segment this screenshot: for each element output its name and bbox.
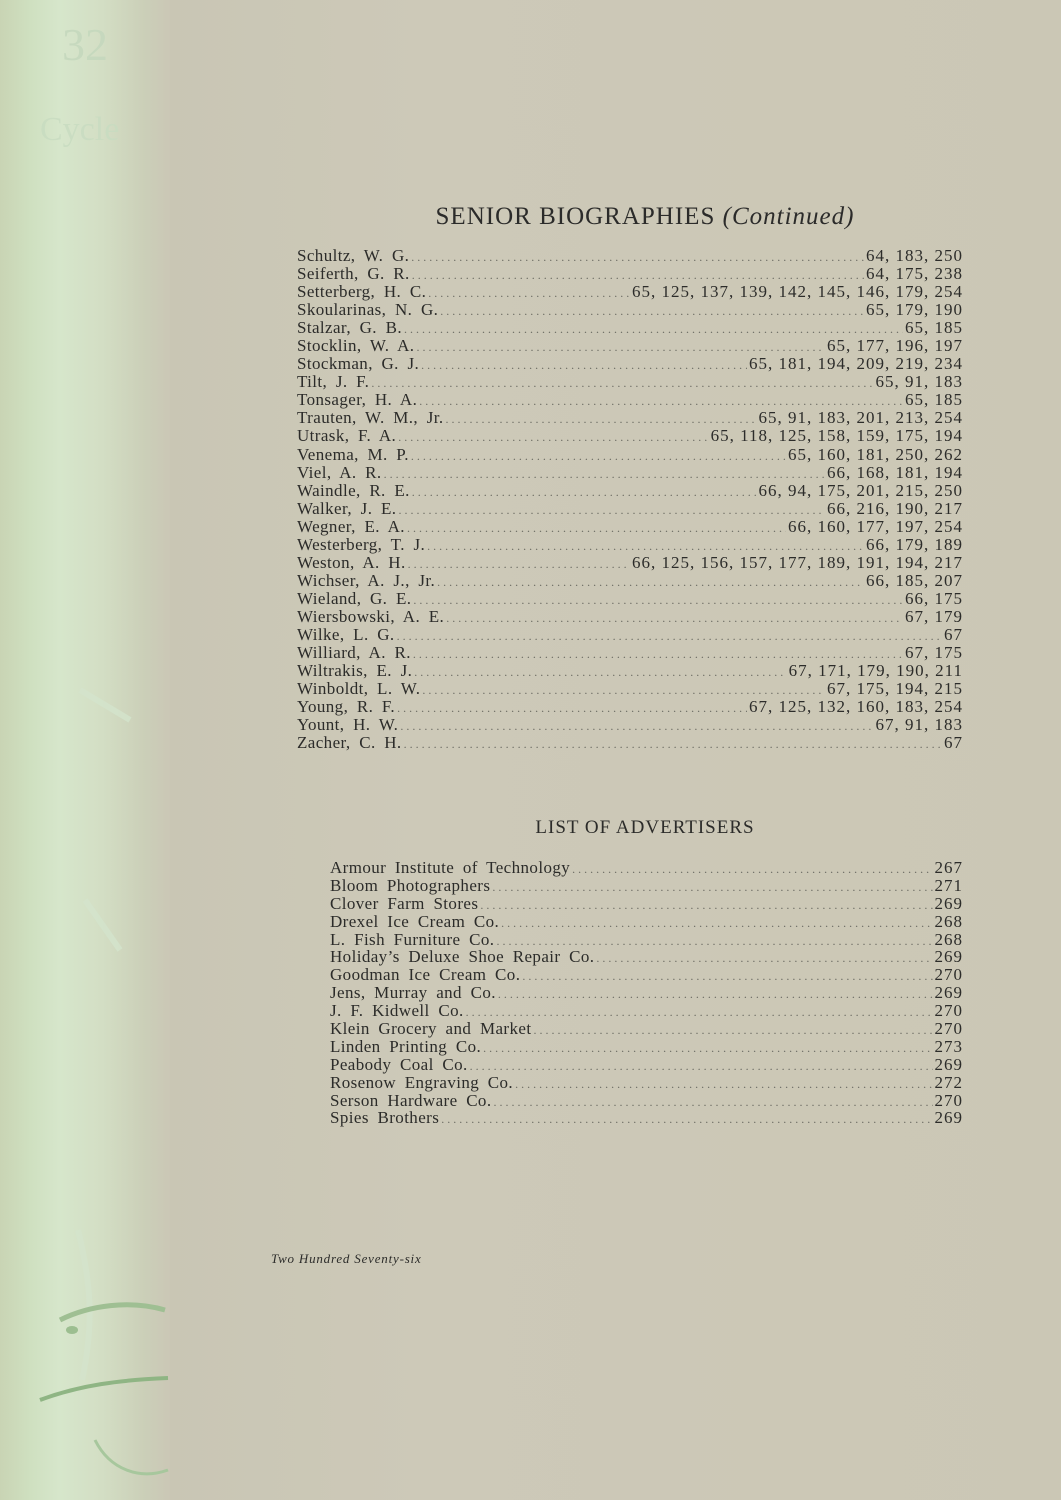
biography-row-pages: 65, 91, 183, 201, 213, 254 <box>758 408 963 428</box>
biography-row-pages: 65, 177, 196, 197 <box>827 336 963 356</box>
advertiser-row <box>330 966 963 984</box>
biography-row-pages: 65, 179, 190 <box>866 300 963 320</box>
advertiser-row-pages: 269 <box>934 1054 963 1074</box>
dot-leader <box>428 284 630 302</box>
biography-row-pages: 65, 125, 137, 139, 142, 145, 146, 179, 254 <box>632 282 963 302</box>
dot-leader <box>437 573 864 591</box>
biography-row-name: Williard, A. R. <box>297 643 411 663</box>
dot-leader <box>408 555 630 573</box>
biography-row-name: Wieland, G. E. <box>297 588 412 608</box>
margin-number: 32 <box>62 19 108 70</box>
advertiser-row-name: Bloom Photographers <box>330 875 491 895</box>
biography-row-name: Winboldt, L. W. <box>297 679 421 699</box>
biography-row-pages: 66, 168, 181, 194 <box>827 462 963 482</box>
biography-row <box>297 247 963 265</box>
dot-leader <box>412 483 757 501</box>
biography-row-name: Tilt, J. F. <box>297 372 370 392</box>
dot-leader <box>414 663 786 681</box>
biography-row-pages: 64, 175, 238 <box>866 264 963 284</box>
advertiser-row <box>330 1020 963 1038</box>
biography-row <box>297 355 963 373</box>
biography-row-pages: 65, 181, 194, 209, 219, 234 <box>749 354 963 374</box>
biography-row <box>297 554 963 572</box>
biography-row <box>297 427 963 445</box>
biography-row-name: Waindle, R. E. <box>297 480 410 500</box>
margin-strokes <box>78 690 130 1380</box>
advertiser-row-pages: 270 <box>934 1019 963 1039</box>
biography-row <box>297 373 963 391</box>
biography-row-pages: 67 <box>944 624 963 644</box>
advertiser-row-name: Spies Brothers <box>330 1108 440 1128</box>
biography-row-name: Wiltrakis, E. J. <box>297 661 413 681</box>
biography-row <box>297 446 963 464</box>
advertiser-row-pages: 272 <box>934 1072 963 1092</box>
dot-leader <box>501 914 932 932</box>
advertiser-row <box>330 984 963 1002</box>
biography-row-pages: 66, 179, 189 <box>866 534 963 554</box>
biography-row-name: Westerberg, T. J. <box>297 534 426 554</box>
biography-row-pages: 67 <box>944 733 963 753</box>
biography-row-name: Yount, H. W. <box>297 715 399 735</box>
biography-row-pages: 66, 185, 207 <box>866 570 963 590</box>
biography-row-pages: 66, 94, 175, 201, 215, 250 <box>758 480 963 500</box>
biography-row-name: Stockman, G. J. <box>297 354 420 374</box>
page-title <box>300 203 990 231</box>
biography-row <box>297 608 963 626</box>
biography-row-name: Walker, J. E. <box>297 498 397 518</box>
biography-row-pages: 67, 125, 132, 160, 183, 254 <box>749 697 963 717</box>
dot-leader <box>522 967 932 985</box>
biography-row <box>297 644 963 662</box>
margin-green-curve-lower <box>40 1378 168 1400</box>
dot-leader <box>480 896 932 914</box>
biography-row-pages: 67, 91, 183 <box>875 715 963 735</box>
dot-leader <box>404 735 942 753</box>
biography-row-pages: 67, 171, 179, 190, 211 <box>788 661 963 681</box>
advertiser-row <box>330 1038 963 1056</box>
dot-leader <box>397 699 747 717</box>
dot-leader <box>470 1057 933 1075</box>
biography-row-name: Stalzar, G. B. <box>297 318 402 338</box>
dot-leader <box>411 248 864 266</box>
margin-green-curve-bottom <box>95 1440 168 1474</box>
margin-green-dot <box>66 1326 78 1334</box>
advertiser-row <box>330 931 963 949</box>
advertiser-row-name: L. Fish Furniture Co. <box>330 929 495 949</box>
biography-row-pages: 65, 185 <box>905 318 963 338</box>
advertiser-row-name: Linden Printing Co. <box>330 1036 482 1056</box>
dot-leader <box>446 410 757 428</box>
advertiser-row <box>330 859 963 877</box>
advertiser-row-pages: 269 <box>934 983 963 1003</box>
biography-row-name: Stocklin, W. A. <box>297 336 415 356</box>
advertiser-row-pages: 270 <box>934 1090 963 1110</box>
biography-row-pages: 66, 175 <box>905 588 963 608</box>
biography-row-name: Wiersbowski, A. E. <box>297 606 445 626</box>
dot-leader <box>398 501 825 519</box>
dot-leader <box>572 860 932 878</box>
dot-leader <box>466 1003 933 1021</box>
biography-row <box>297 301 963 319</box>
dot-leader <box>384 465 825 483</box>
biography-row-name: Schultz, W. G. <box>297 246 410 265</box>
biography-row-pages: 65, 118, 125, 158, 159, 175, 194 <box>710 426 963 446</box>
biography-row-pages: 67, 175 <box>905 643 963 663</box>
biography-row-name: Wegner, E. A. <box>297 516 405 536</box>
biography-row <box>297 572 963 590</box>
biography-row <box>297 391 963 409</box>
dot-leader <box>446 609 903 627</box>
biography-row-pages: 66, 125, 156, 157, 177, 189, 191, 194, 217 <box>632 552 963 572</box>
dot-leader <box>398 428 708 446</box>
dot-leader <box>440 302 864 320</box>
biography-row-pages: 66, 160, 177, 197, 254 <box>788 516 963 536</box>
biography-row <box>297 734 963 752</box>
advertiser-row <box>330 1109 963 1127</box>
biography-row-name: Wichser, A. J., Jr. <box>297 570 436 590</box>
biography-row-pages: 65, 160, 181, 250, 262 <box>788 444 963 464</box>
biography-row-pages: 66, 216, 190, 217 <box>827 498 963 518</box>
biography-row-name: Young, R. F. <box>297 697 396 717</box>
biography-row-name: Utrask, F. A. <box>297 426 397 446</box>
biography-row-name: Viel, A. R. <box>297 462 382 482</box>
biography-row <box>297 283 963 301</box>
dot-leader <box>483 1039 932 1057</box>
biography-row <box>297 500 963 518</box>
margin-green-curve <box>60 1305 165 1320</box>
advertiser-row-pages: 271 <box>934 875 963 895</box>
advertiser-row-name: Jens, Murray and Co. <box>330 983 496 1003</box>
biography-row-name: Tonsager, H. A. <box>297 390 418 410</box>
advertiser-row <box>330 913 963 931</box>
advertiser-row <box>330 1092 963 1110</box>
biography-row-name: Trauten, W. M., Jr. <box>297 408 444 428</box>
advertiser-row <box>330 877 963 895</box>
dot-leader <box>492 878 932 896</box>
dot-leader <box>493 1093 932 1111</box>
biography-row <box>297 319 963 337</box>
biography-row-pages: 65, 185 <box>905 390 963 410</box>
dot-leader <box>411 447 786 465</box>
advertiser-row-pages: 268 <box>934 929 963 949</box>
senior-biographies-list <box>297 247 963 752</box>
advertiser-row-pages: 269 <box>934 1108 963 1128</box>
advertiser-row-name: Holiday’s Deluxe Shoe Repair Co. <box>330 947 595 967</box>
advertiser-row-name: Peabody Coal Co. <box>330 1054 468 1074</box>
page-footer: Two Hundred Seventy-six <box>271 1251 422 1266</box>
dot-leader <box>407 519 786 537</box>
advertiser-row-pages: 273 <box>934 1036 963 1056</box>
advertiser-row-name: Klein Grocery and Market <box>330 1019 532 1039</box>
biography-row-name: Zacher, C. H. <box>297 733 402 753</box>
biography-row-name: Seiferth, G. R. <box>297 264 410 284</box>
dot-leader <box>400 717 873 735</box>
biography-row <box>297 716 963 734</box>
advertiser-row-pages: 270 <box>934 1001 963 1021</box>
advertiser-row-name: Clover Farm Stores <box>330 893 479 913</box>
biography-row-pages: 64, 183, 250 <box>866 246 963 265</box>
title-main: SENIOR BIOGRAPHIES <box>435 203 716 230</box>
biography-row <box>297 698 963 716</box>
advertiser-row-name: Goodman Ice Cream Co. <box>330 965 521 985</box>
biography-row <box>297 662 963 680</box>
advertiser-row <box>330 895 963 913</box>
advertiser-row <box>330 1056 963 1074</box>
advertiser-row-name: Rosenow Engraving Co. <box>330 1072 514 1092</box>
biography-row <box>297 265 963 283</box>
advertiser-row-pages: 268 <box>934 911 963 931</box>
advertiser-row-name: Armour Institute of Technology <box>330 858 571 877</box>
advertiser-row-pages: 269 <box>934 947 963 967</box>
dot-leader <box>397 627 942 645</box>
biography-row <box>297 482 963 500</box>
biography-row-name: Setterberg, H. C. <box>297 282 427 302</box>
biography-row <box>297 464 963 482</box>
biography-row-name: Weston, A. H. <box>297 552 406 572</box>
dot-leader <box>371 374 873 392</box>
margin-illustration <box>0 0 170 1500</box>
advertisers-title: LIST OF ADVERTISERS <box>535 817 755 838</box>
advertiser-row-pages: 270 <box>934 965 963 985</box>
biography-row-pages: 65, 91, 183 <box>875 372 963 392</box>
dot-leader <box>421 356 747 374</box>
dot-leader <box>515 1075 932 1093</box>
biography-row <box>297 536 963 554</box>
advertiser-row-pages: 267 <box>934 858 963 877</box>
advertiser-row-name: Serson Hardware Co. <box>330 1090 492 1110</box>
advertisers-list <box>330 859 963 1127</box>
dot-leader <box>441 1110 932 1128</box>
title-suffix: (Continued) <box>722 203 855 230</box>
biography-row-name: Skoularinas, N. G. <box>297 300 439 320</box>
margin-word: Cycle <box>40 111 120 148</box>
biography-row <box>297 518 963 536</box>
biography-row <box>297 409 963 427</box>
dot-leader <box>413 591 903 609</box>
biography-row-pages: 67, 179 <box>905 606 963 626</box>
biography-row <box>297 590 963 608</box>
biography-row-name: Wilke, L. G. <box>297 624 395 644</box>
biography-row-pages: 67, 175, 194, 215 <box>827 679 963 699</box>
biography-row <box>297 626 963 644</box>
advertiser-row <box>330 1074 963 1092</box>
biography-row-name: Venema, M. P. <box>297 444 409 464</box>
biography-row <box>297 337 963 355</box>
advertiser-row-name: J. F. Kidwell Co. <box>330 1001 464 1021</box>
dot-leader <box>498 985 933 1003</box>
advertiser-row <box>330 948 963 966</box>
dot-leader <box>596 949 932 967</box>
advertiser-row-pages: 269 <box>934 893 963 913</box>
biography-row <box>297 680 963 698</box>
advertiser-row <box>330 1002 963 1020</box>
advertiser-row-name: Drexel Ice Cream Co. <box>330 911 500 931</box>
dot-leader <box>533 1021 932 1039</box>
decorative-margin-strip <box>0 0 170 1500</box>
